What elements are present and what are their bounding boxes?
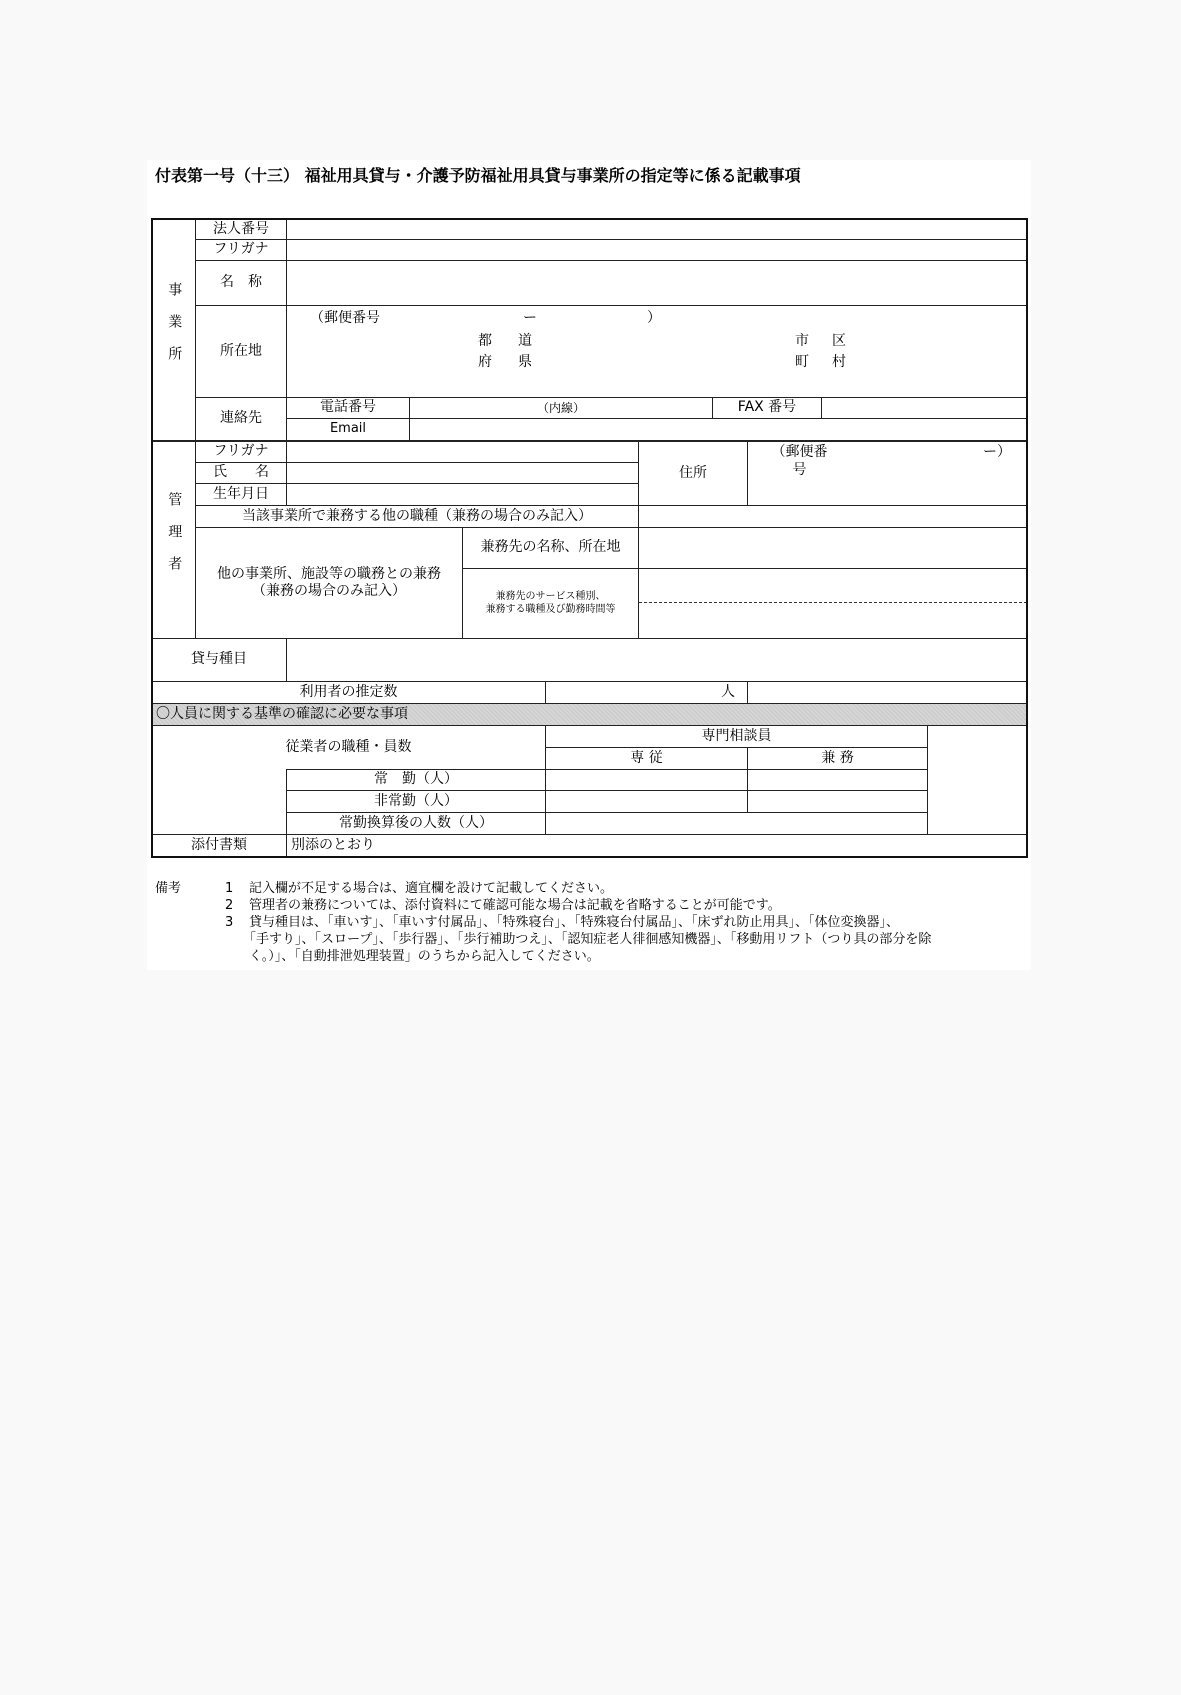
- conc-header: 兼 務: [747, 747, 928, 770]
- note-number: 1: [225, 881, 234, 896]
- attach-value: 別添のとおり: [286, 834, 1028, 858]
- corp-no-field[interactable]: [286, 219, 1028, 240]
- dashed-divider: [639, 602, 1027, 603]
- office-postal-label: （郵便番号: [310, 310, 380, 326]
- users-unit: 人: [721, 683, 735, 700]
- manager-furigana-label: フリガナ: [195, 441, 287, 463]
- corp-no-label: 法人番号: [195, 219, 287, 240]
- other-role-field[interactable]: [638, 505, 1028, 528]
- concurrent-label: [195, 527, 463, 639]
- note-text: 管理者の兼務については、添付資料にて確認可能な場合は記載を省略することが可能です。: [249, 898, 781, 913]
- staff-label: 従業者の職種・員数: [151, 725, 546, 770]
- full-header: 専 従: [545, 747, 748, 770]
- specialist-header: 専門相談員: [545, 725, 928, 748]
- to-label: 都: [478, 333, 492, 349]
- fax-label: FAX 番号: [712, 397, 822, 419]
- conc-name-field[interactable]: [638, 527, 1028, 569]
- parttime-full-field[interactable]: [545, 790, 748, 813]
- note-number: 3: [225, 915, 234, 930]
- email-label: Email: [286, 418, 410, 441]
- ken-label: 県: [518, 354, 532, 370]
- tel-label: 電話番号: [286, 397, 410, 419]
- concurrent-note: （兼務の場合のみ記入）: [252, 583, 406, 599]
- parttime-label: 非常勤（人）: [286, 790, 546, 813]
- staff-blank-column: [927, 725, 1028, 835]
- shi-label: 市: [795, 333, 809, 349]
- ku-label: 区: [832, 333, 846, 349]
- fulltime-full-field[interactable]: [545, 769, 748, 791]
- manager-address-label: 住所: [638, 441, 748, 506]
- conc-service-text: 兼務先のサービス種別、: [495, 591, 606, 602]
- cho-label: 町: [795, 354, 809, 370]
- office-name-field[interactable]: [286, 260, 1028, 306]
- conc-service-label: [462, 568, 639, 639]
- office-furigana-field[interactable]: [286, 239, 1028, 261]
- staff-label-blank: [151, 769, 287, 835]
- tel-field[interactable]: [409, 397, 713, 419]
- note-text-continued: く。）」、「自動排泄処理装置」のうちから記入してください。: [249, 949, 600, 964]
- manager-postal-close: ）: [997, 444, 1011, 460]
- manager-postal-dash: ー: [983, 444, 997, 460]
- users-label: 利用者の推定数: [151, 681, 546, 704]
- form-title: 付表第一号（十三） 福祉用具貸与・介護予防福祉用具貸与事業所の指定等に係る記載事項: [155, 166, 801, 185]
- attach-label: 添付書類: [151, 834, 287, 858]
- fte-label: 常勤換算後の人数（人）: [286, 812, 546, 835]
- rental-items-label: 貸与種目: [151, 638, 287, 682]
- manager-postal-label: （郵便番号: [771, 444, 828, 478]
- birth-field[interactable]: [286, 483, 639, 506]
- office-postal-close: ）: [647, 310, 661, 326]
- conc-hours-text: 兼務する職種及び勤務時間等: [485, 603, 616, 615]
- note-text: 貸与種目は、「車いす」、「車いす付属品」、「特殊寝台」、「特殊寝台付属品」、「床ずれ防止用具」、「体位変換器」、: [249, 915, 900, 930]
- son-label: 村: [832, 354, 846, 370]
- conc-name-label: 兼務先の名称、所在地: [462, 527, 639, 569]
- birth-label: 生年月日: [195, 483, 287, 506]
- note-number: 2: [225, 898, 234, 913]
- fax-field[interactable]: [821, 397, 1028, 419]
- office-address-label: 所在地: [195, 305, 287, 398]
- ext-label: （内線）: [536, 400, 585, 415]
- manager-furigana-field[interactable]: [286, 441, 639, 463]
- manager-address-field[interactable]: [747, 441, 1028, 506]
- notes-heading: 備考: [155, 881, 182, 896]
- note-text-continued: 「手すり」、「スロープ」、「歩行器」、「歩行補助つえ」、「認知症老人徘徊感知機器」、「移動用リフト（つり具の部分を除: [243, 932, 932, 947]
- fulltime-label: 常 勤（人）: [286, 769, 546, 791]
- notes: [155, 880, 931, 965]
- office-section-label: 事業所: [151, 219, 196, 441]
- email-field[interactable]: [409, 418, 1028, 441]
- staff-section-header: 〇人員に関する基準の確認に必要な事項: [151, 703, 1028, 726]
- rental-items-field[interactable]: [286, 638, 1028, 682]
- office-furigana-label: フリガナ: [195, 239, 287, 261]
- manager-section-label: 管理者: [151, 441, 196, 639]
- fte-field[interactable]: [545, 812, 928, 835]
- manager-name-field[interactable]: [286, 462, 639, 484]
- users-field[interactable]: [545, 681, 748, 704]
- contact-label: 連絡先: [195, 397, 287, 441]
- concurrent-title: 他の事業所、施設等の職務との兼務: [217, 565, 441, 582]
- fu-label: 府: [478, 354, 492, 370]
- parttime-conc-field[interactable]: [747, 790, 928, 813]
- do-label: 道: [518, 333, 532, 349]
- fulltime-conc-field[interactable]: [747, 769, 928, 791]
- note-text: 記入欄が不足する場合は、適宜欄を設けて記載してください。: [249, 881, 614, 896]
- other-role-label: 当該事業所で兼務する他の職種（兼務の場合のみ記入）: [195, 505, 639, 528]
- office-postal-dash: ー: [523, 310, 537, 326]
- conc-service-field[interactable]: [638, 568, 1028, 639]
- office-name-label: 名 称: [195, 260, 287, 306]
- manager-name-label: 氏 名: [195, 462, 287, 484]
- users-blank: [747, 681, 1028, 704]
